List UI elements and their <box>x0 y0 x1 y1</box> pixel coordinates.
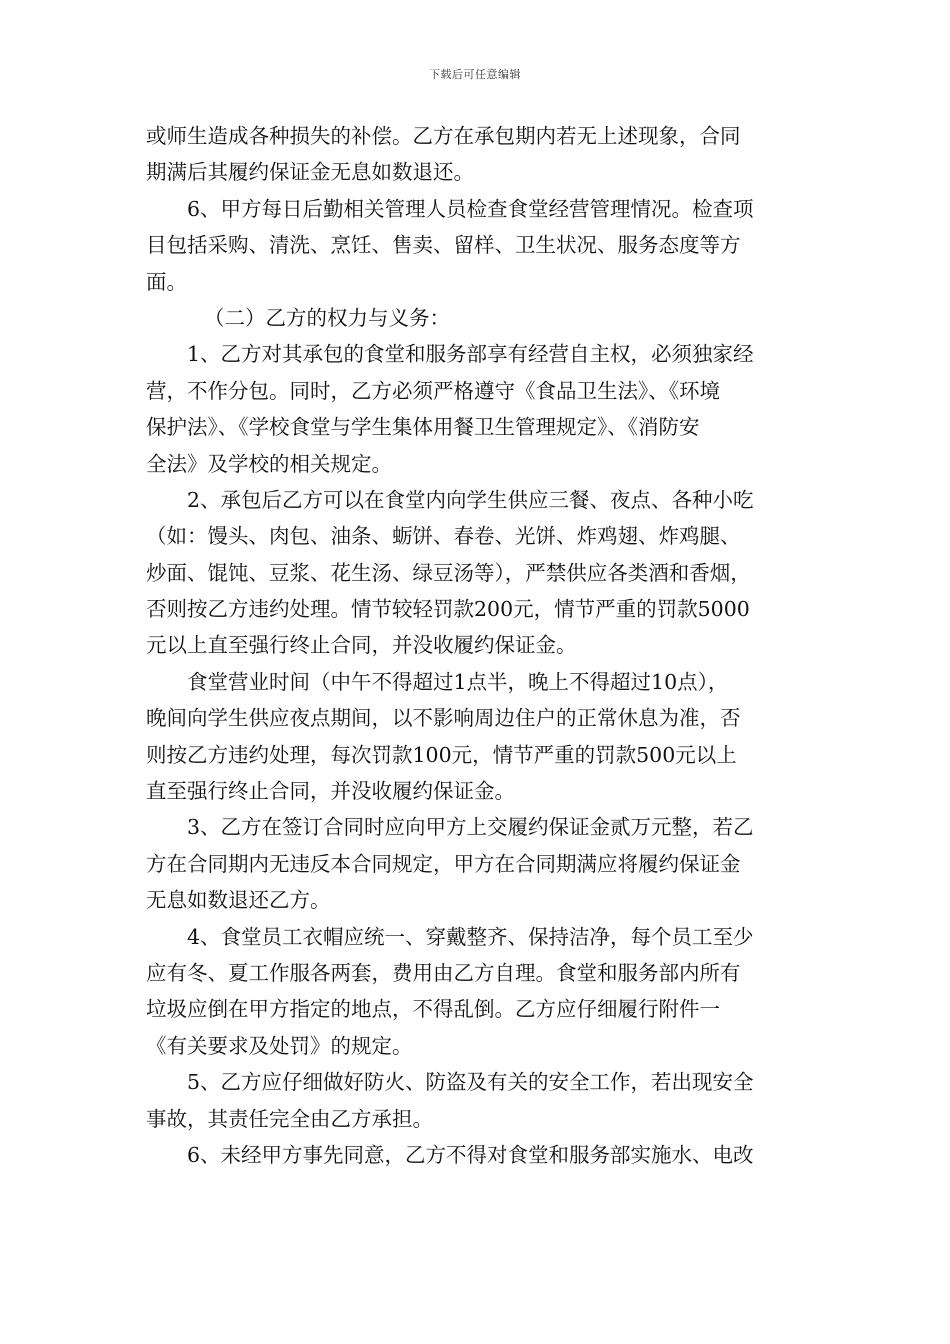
text-line: 目包括采购、清洗、烹饪、售卖、留样、卫生状况、服务态度等方 <box>146 233 741 258</box>
text-line: 晚间向学生供应夜点期间，以不影响周边住户的正常休息为准，否 <box>146 706 741 731</box>
text-line: 4、食堂员工衣帽应统一、穿戴整齐、保持洁净，每个员工至少 <box>187 924 754 949</box>
text-line: （如：馒头、肉包、油条、蛎饼、春卷、光饼、炸鸡翅、炸鸡腿、 <box>146 524 741 549</box>
text-line: 全法》及学校的相关规定。 <box>146 451 392 476</box>
text-line: 无息如数退还乙方。 <box>146 888 331 913</box>
text-line: 5、乙方应仔细做好防火、防盗及有关的安全工作，若出现安全 <box>187 1070 754 1095</box>
text-line: 6、未经甲方事先同意，乙方不得对食堂和服务部实施水、电改 <box>187 1142 754 1167</box>
text-line: 炒面、馄饨、豆浆、花生汤、绿豆汤等），严禁供应各类酒和香烟， <box>146 560 751 585</box>
text-line: 6、甲方每日后勤相关管理人员检查食堂经营管理情况。检查项 <box>187 196 754 221</box>
text-line: 方在合同期内无违反本合同规定，甲方在合同期满应将履约保证金 <box>146 851 741 876</box>
text-line: 3、乙方在签订合同时应向甲方上交履约保证金贰万元整，若乙 <box>187 815 754 840</box>
text-line: 期满后其履约保证金无息如数退还。 <box>146 160 474 185</box>
text-line: 1、乙方对其承包的食堂和服务部享有经营自主权，必须独家经 <box>187 342 754 367</box>
text-line: 面。 <box>146 269 187 294</box>
text-line: 保护法》、《学校食堂与学生集体用餐卫生管理规定》、《消防安 <box>146 415 700 440</box>
document-body <box>146 118 806 1173</box>
text-line: 直至强行终止合同，并没收履约保证金。 <box>146 779 515 804</box>
text-line: （二）乙方的权力与义务： <box>204 305 450 330</box>
page-header: 下载后可任意编辑 <box>429 68 521 81</box>
text-line: 否则按乙方违约处理。情节较轻罚款200元，情节严重的罚款5000 <box>146 597 750 622</box>
text-line: 应有冬、夏工作服各两套，费用由乙方自理。食堂和服务部内所有 <box>146 960 741 985</box>
text-line: 2、承包后乙方可以在食堂内向学生供应三餐、夜点、各种小吃 <box>187 487 754 512</box>
text-line: 食堂营业时间（中午不得超过1点半，晚上不得超过10点）， <box>187 669 729 694</box>
text-line: 或师生造成各种损失的补偿。乙方在承包期内若无上述现象，合同 <box>146 124 741 148</box>
text-line: 元以上直至强行终止合同，并没收履约保证金。 <box>146 633 577 658</box>
text-line: 《有关要求及处罚》的规定。 <box>146 1033 413 1058</box>
text-line: 营，不作分包。同时，乙方必须严格遵守《食品卫生法》、《环境 <box>146 378 720 403</box>
text-line: 垃圾应倒在甲方指定的地点，不得乱倒。乙方应仔细履行附件一 <box>146 997 720 1022</box>
text-line: 事故，其责任完全由乙方承担。 <box>146 1106 433 1131</box>
text-line: 则按乙方违约处理，每次罚款100元，情节严重的罚款500元以上 <box>146 742 737 767</box>
